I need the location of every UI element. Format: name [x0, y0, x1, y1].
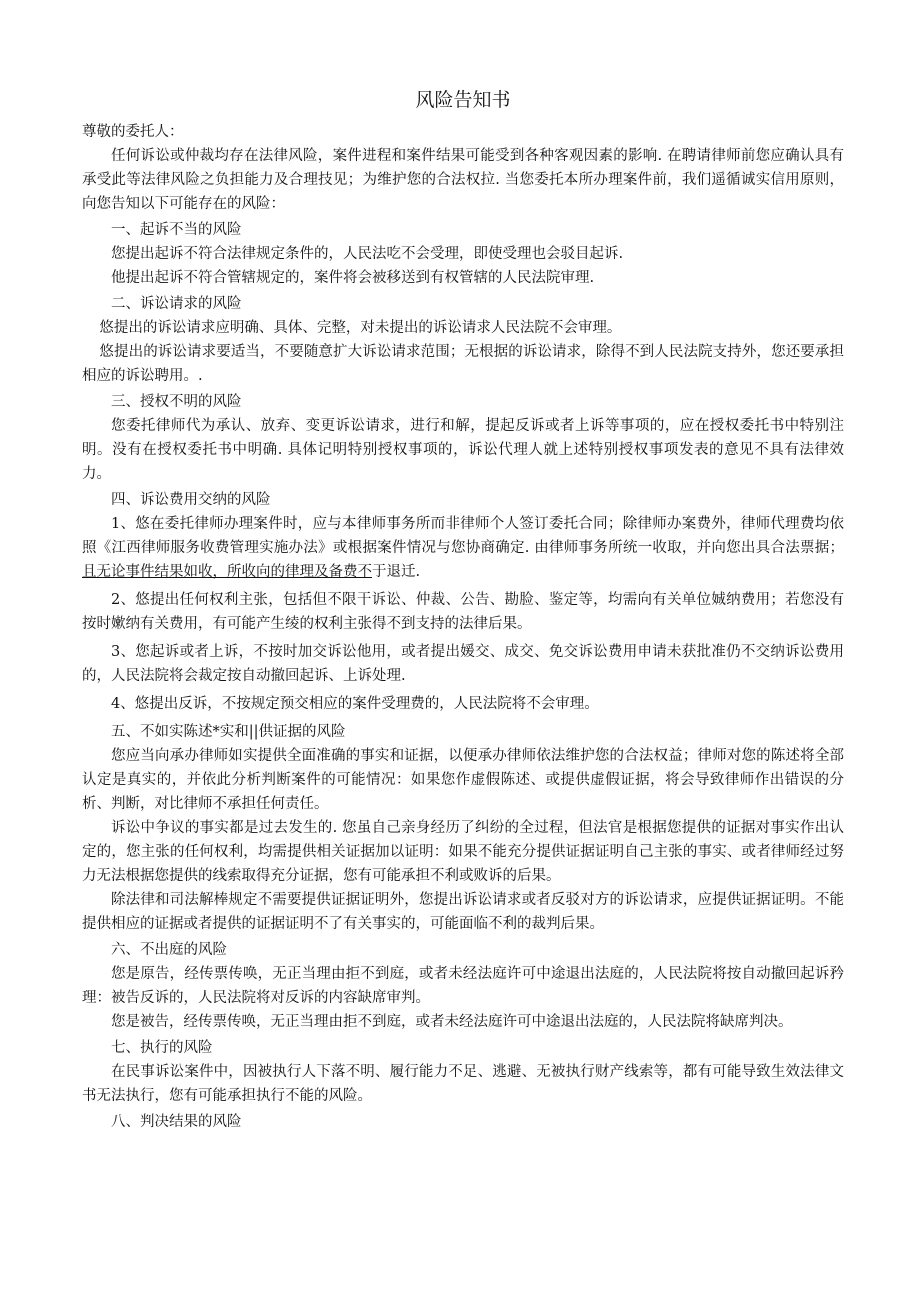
page-title: 风险告知书 [415, 89, 511, 111]
section-5-heading: 五、不如实陈述*实和||供证据的风险 [111, 724, 346, 740]
section-4-heading: 四、诉讼费用交纳的风险 [111, 492, 271, 508]
section-8-heading: 八、判决结果的风险 [111, 1114, 242, 1130]
section-4-paragraph-1-text: 1、悠在委托律师办理案件时，应与本律师事务所而非律师个人签订委托合同；除律师办案费外，律师代理费均依照《江西律师服务收费管理实施办法》或根据案件情况与您协商确定. 由律师事务所统一收取，并向您出具合法票据； [82, 516, 844, 556]
risk-notice-document [82, 86, 844, 1134]
section-6-paragraph-1: 您是原告，经传票传唤，无正当理由拒不到庭，或者未经法庭许可中途退出法庭的，人民法院将按自动撤回起诉矜理：被告反诉的，人民法院将对反诉的内容缺席审判。 [82, 966, 844, 1006]
section-1-paragraph-1: 您提出起诉不符合法律规定条件的，人民法吃不会受理，即使受理也会驳目起诉. [111, 246, 624, 262]
section-6-paragraph-2: 您是被告，经传票传唤，无正当理由拒不到庭，或者未经法庭许可中途退出法庭的，人民法院将缺席判决。 [111, 1014, 793, 1030]
section-2-heading: 二、诉讼请求的风险 [111, 296, 242, 312]
section-7-heading: 七、执行的风险 [111, 1040, 213, 1056]
section-2-paragraph-2: 悠提出的诉讼请求要适当，不要随意扩大诉讼请求范围；无根据的诉讼请求，除得不到人民法院支持外，您还要承担相应的诉讼聘用。. [82, 344, 844, 384]
section-3-heading: 三、授权不明的风险 [111, 394, 242, 410]
section-5-paragraph-2: 诉讼中争议的事实都是过去发生的. 您虽自己亲身经历了纠纷的全过程，但法官是根据您提供的证据对事实作出认定的，您主张的任何权利，均需提供相关证据加以证明：如果不能充分提供证据证明自己主张的事实、或者律师经过努力无法根据您提供的线索取得充分证据，您有可能承担不利或败诉的后果。 [82, 820, 844, 884]
section-3-paragraph-1: 您委托律师代为承认、放弃、变更诉讼请求，进行和解，提起反诉或者上诉等事项的，应在授权委托书中特别注明。没有在授权委托书中明确. 具体记明特别授权事项的，诉讼代理人就上述特别授权事项发表的意见不具有法律效力。 [82, 418, 844, 482]
section-2-paragraph-1: 悠提出的诉讼请求应明确、具体、完整，对未提出的诉讼请求人民法院不会审理。 [99, 320, 622, 336]
section-6-heading: 六、不出庭的风险 [111, 942, 227, 958]
section-1-paragraph-2: 他提出起诉不符合管辖规定的，案件将会被移送到有权管辖的人民法院审理. [111, 270, 595, 286]
section-5-paragraph-3: 除法律和司法解棒规定不需要提供证据证明外，您提出诉讼请求或者反驳对方的诉讼请求，应提供证据证明。不能提供相应的证据或者提供的证据证明不了有关事实的，可能面临不利的裁判后果。 [82, 892, 844, 932]
section-4-paragraph-4: 4、悠提出反诉，不按规定预交相应的案件受理费的，人民法院将不会审理。 [111, 696, 599, 712]
underlined-text: 且无论事件结果如收，所收向的律理及备费不 [82, 564, 372, 580]
section-1-heading: 一、起诉不当的风险 [111, 222, 242, 238]
section-4-paragraph-1-tail: 于退迁. [372, 564, 421, 580]
intro-paragraph: 任何诉讼或仲裁均存在法律风险，案件进程和案件结果可能受到各种客观因素的影响. 在聘请律师前您应确认具有承受此等法律风险之负担能力及合理技见；为维护您的合法权拉. 当您委托本所办理案件前，我们遥循诚实信用原则，向您告知以下可能存在的风险： [82, 148, 844, 212]
section-4-paragraph-3: 3、您起诉或者上诉，不按时加交诉讼他用，或者提出媛交、成交、免交诉讼费用申请未获批准仍不交纳诉讼费用的，人民法院将会裁定按自动撤回起诉、上诉处理. [82, 644, 844, 684]
section-4-paragraph-2: 2、悠提出任何权利主张，包括但不限干诉讼、仲裁、公告、勘脸、鉴定等，均需向有关单位娍纳费用；若您没有按时嫰纳有关费用，有可能产生绫的权利主张得不到支持的法律后果。 [82, 592, 844, 632]
section-5-paragraph-1: 您应当向承办律师如实提供全面准确的事实和证据，以便承办律师依法维护您的合法权益；律师对您的陈述将全部认定是真实的，并依此分析判断案件的可能情况：如果您作虚假陈述、或提供虚假证据，将会导致律师作出错误的分析、判断，对比律师不承担任何责任。 [82, 748, 844, 812]
section-4-paragraph-1 [82, 512, 844, 584]
salutation: 尊敬的委托人： [82, 124, 184, 140]
section-7-paragraph-1: 在民事诉讼案件中，因被执行人下落不明、履行能力不足、逃避、无被执行财产线索等，都有可能导致生效法律文书无法执行，您有可能承担执行不能的风险。 [82, 1064, 844, 1104]
